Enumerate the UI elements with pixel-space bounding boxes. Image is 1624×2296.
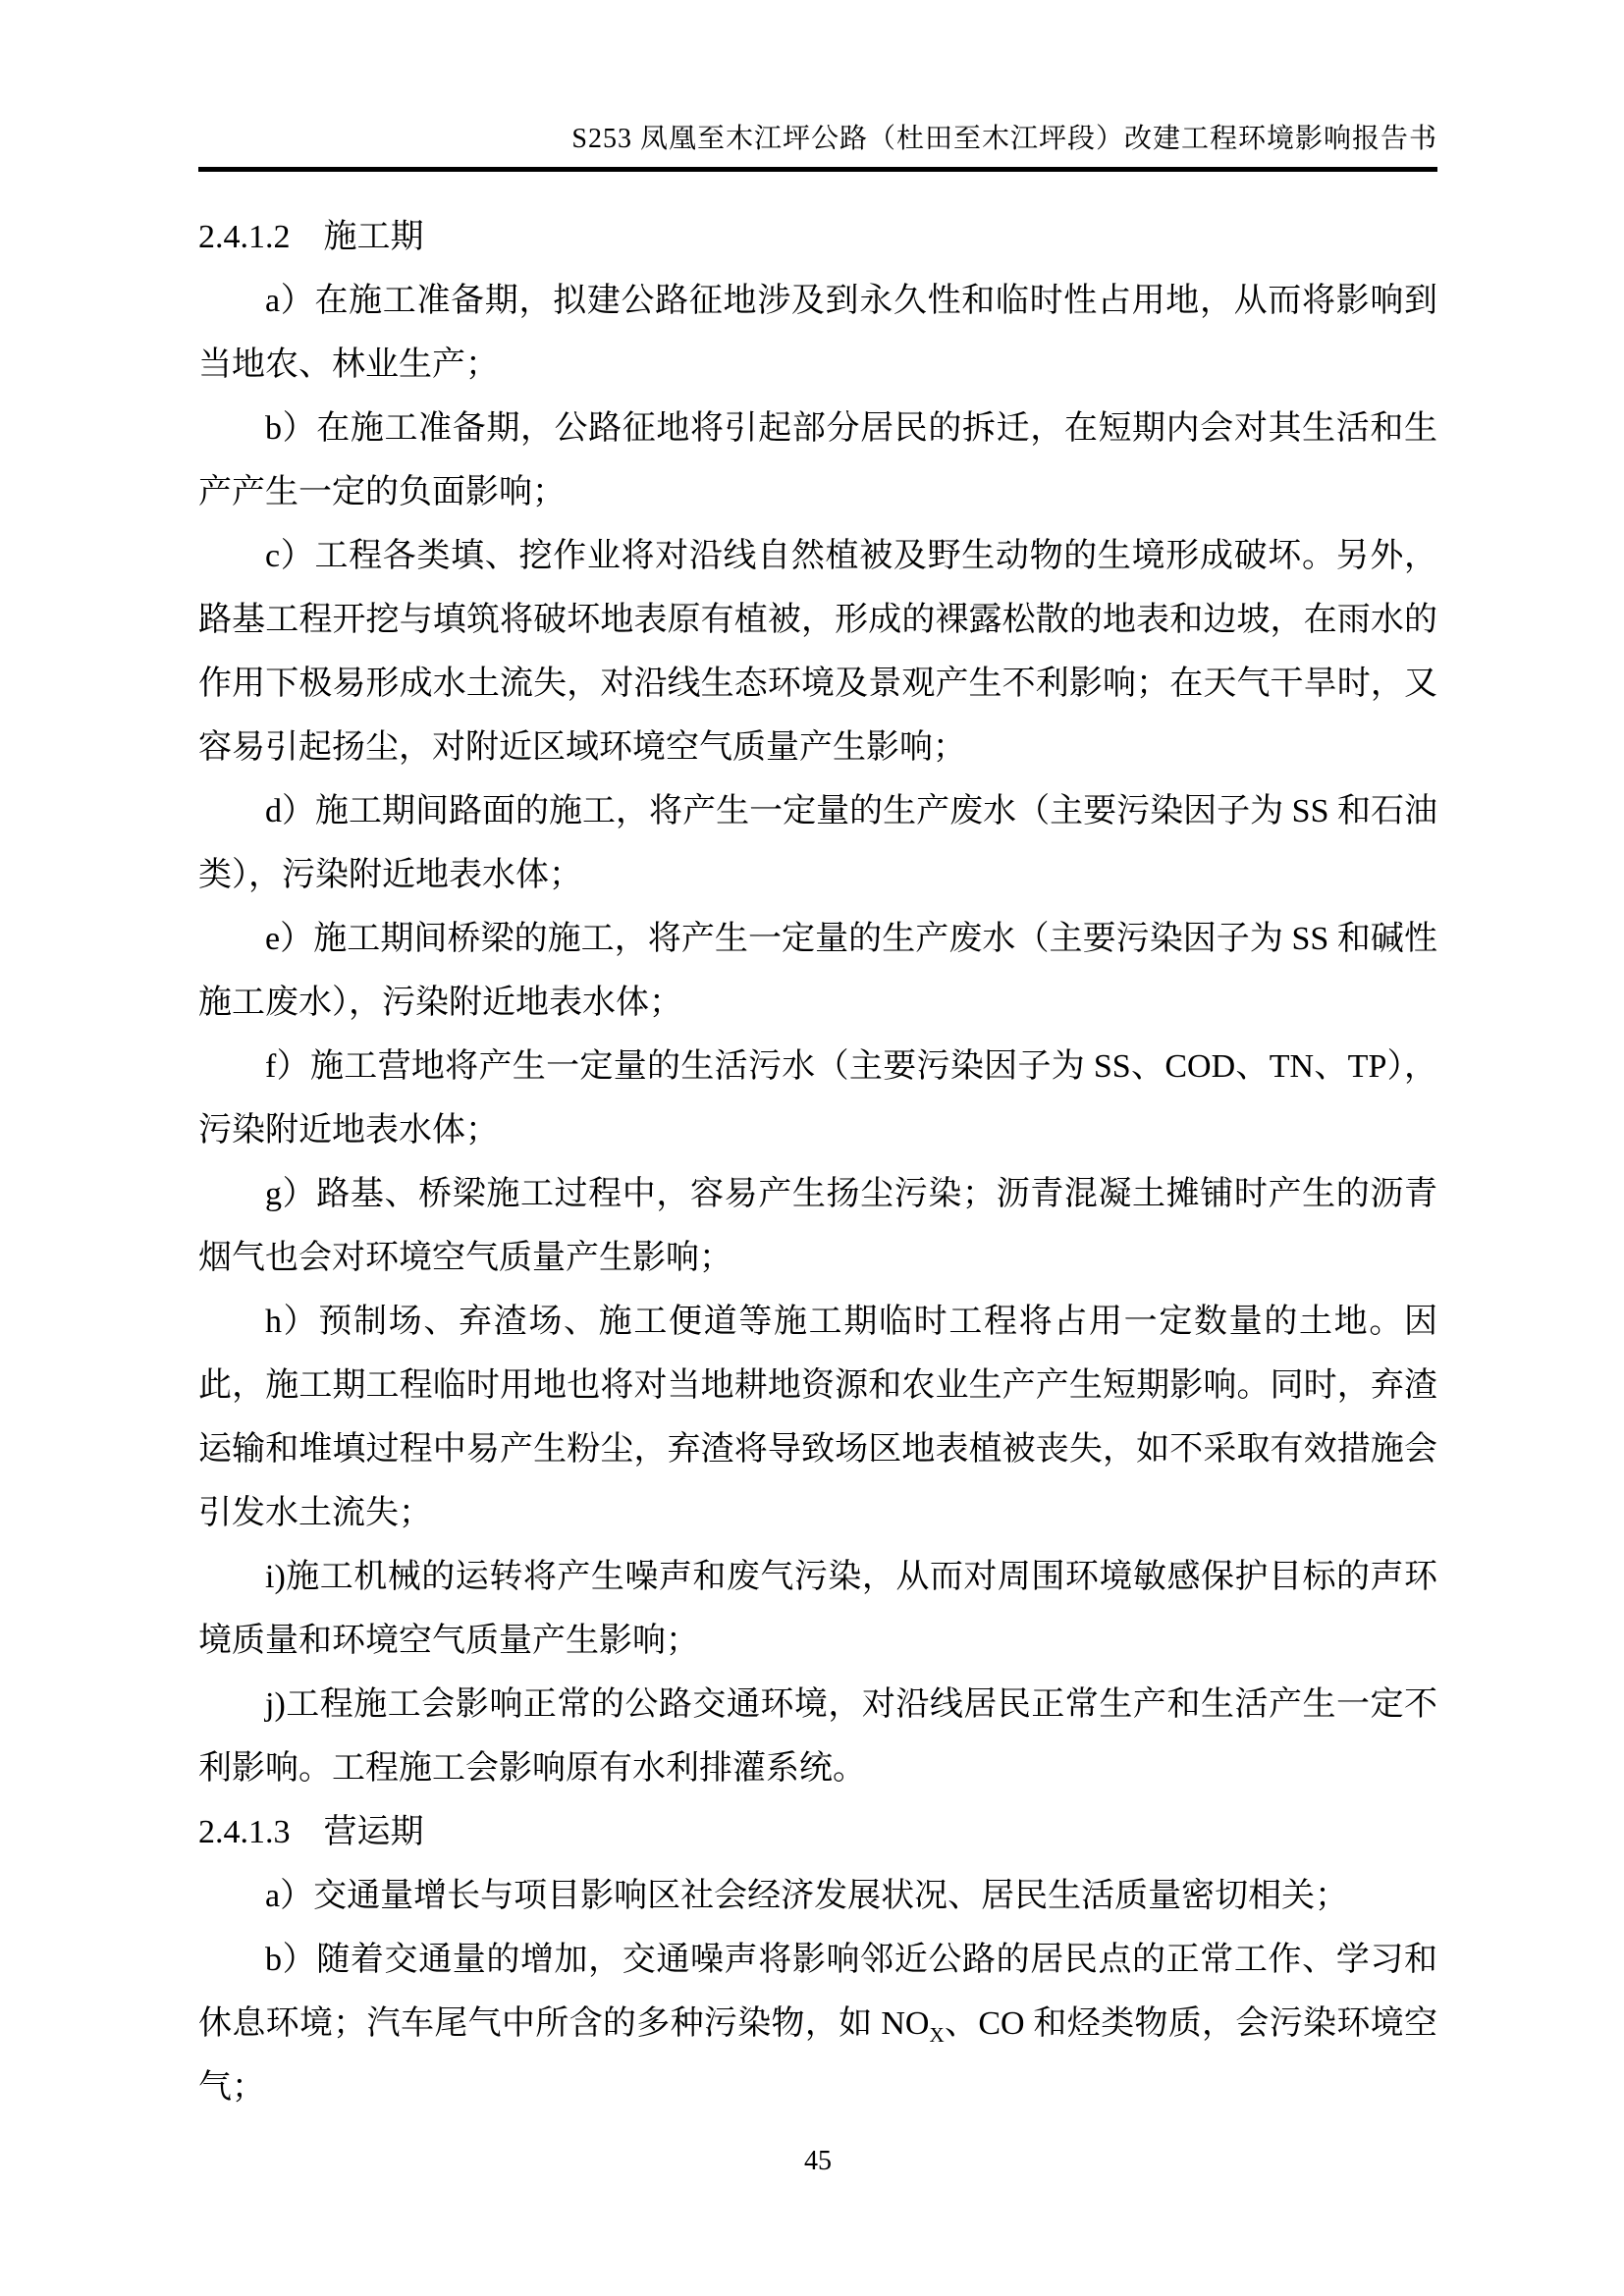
- nox-subscript: X: [929, 2022, 945, 2047]
- operation-item-b: [198, 1928, 1437, 2119]
- construction-item-d: d）施工期间路面的施工，将产生一定量的生产废水（主要污染因子为 SS 和石油类），污染附近地表水体；: [198, 793, 1437, 893]
- section-heading-construction: 2.4.1.2 施工期: [198, 219, 424, 255]
- construction-item-c: c）工程各类填、挖作业将对沿线自然植被及野生动物的生境形成破坏。另外，路基工程开挖与填筑将破坏地表原有植被，形成的裸露松散的地表和边坡，在雨水的作用下极易形成水土流失，对沿线生态环境及景观产生不利影响；在天气干旱时，又容易引起扬尘，对附近区域环境空气质量产生影响；: [198, 538, 1437, 766]
- construction-item-a: a）在施工准备期，拟建公路征地涉及到永久性和临时性占用地，从而将影响到当地农、林业生产；: [198, 283, 1437, 383]
- page-header: [198, 0, 1437, 172]
- construction-item-f: f）施工营地将产生一定量的生活污水（主要污染因子为 SS、COD、TN、TP），污染附近地表水体；: [198, 1048, 1437, 1148]
- construction-item-e: e）施工期间桥梁的施工，将产生一定量的生产废水（主要污染因子为 SS 和碱性施工废水），污染附近地表水体；: [198, 921, 1437, 1021]
- operation-item-a: a）交通量增长与项目影响区社会经济发展状况、居民生活质量密切相关；: [265, 1878, 1349, 1914]
- construction-item-g: g）路基、桥梁施工过程中，容易产生扬尘污染；沥青混凝土摊铺时产生的沥青烟气也会对环境空气质量产生影响；: [198, 1176, 1437, 1276]
- section-heading-operation: 2.4.1.3 营运期: [198, 1814, 424, 1850]
- construction-item-j: j)工程施工会影响正常的公路交通环境，对沿线居民正常生产和生活产生一定不利影响。工程施工会影响原有水利排灌系统。: [198, 1686, 1437, 1787]
- construction-item-i: i)施工机械的运转将产生噪声和废气污染，从而对周围环境敏感保护目标的声环境质量和环境空气质量产生影响；: [198, 1559, 1437, 1659]
- header-title: S253 凤凰至木江坪公路（杜田至木江坪段）改建工程环境影响报告书: [571, 124, 1437, 154]
- operation-item-b-text-pre: b）随着交通量的增加，交通噪声将影响邻近公路的居民点的正常工作、学习和休息环境；汽车尾气中所含的多种污染物，如 NO: [198, 1942, 1437, 2042]
- page-number: 45: [804, 2146, 832, 2176]
- operation-item-b-text-post: 、CO 和烃类物质，会污染环境空气；: [198, 2005, 1438, 2106]
- construction-item-h: h）预制场、弃渣场、施工便道等施工期临时工程将占用一定数量的土地。因此，施工期工程临时用地也将对当地耕地资源和农业生产产生短期影响。同时，弃渣运输和堆填过程中易产生粉尘，弃渣将导致场区地表植被丧失，如不采取有效措施会引发水土流失；: [198, 1304, 1437, 1531]
- page-body: [198, 205, 1437, 2119]
- header-rule: [198, 167, 1437, 172]
- construction-item-b: b）在施工准备期，公路征地将引起部分居民的拆迁，在短期内会对其生活和生产产生一定的负面影响；: [198, 410, 1437, 510]
